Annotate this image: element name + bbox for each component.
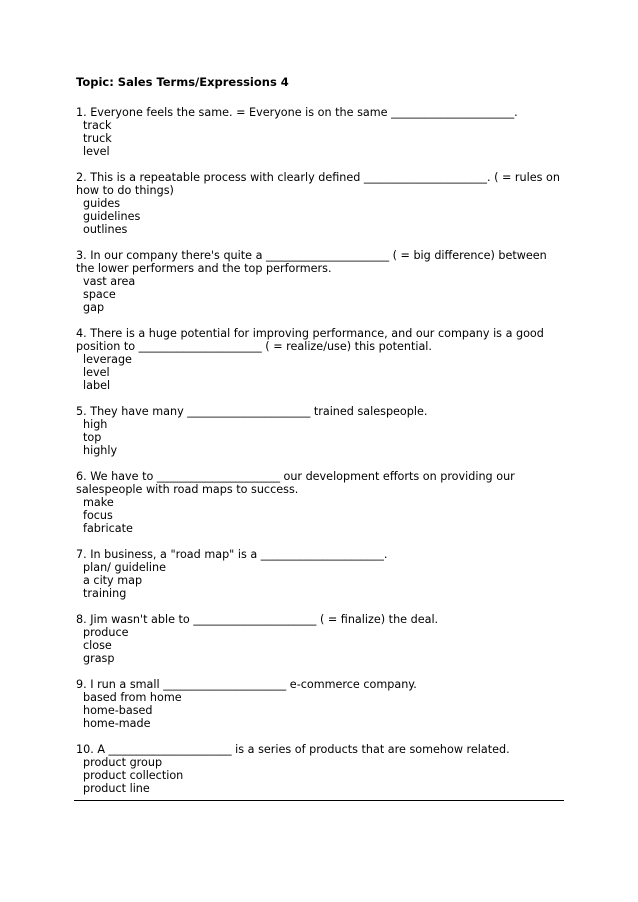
question-stem: 4. There is a huge potential for improving performance, and our company is a good position to ______________________ ( = realize/use) this potential. — [76, 327, 548, 353]
question-stem: 9. I run a small ______________________ e-commerce company. — [76, 678, 417, 691]
answer-option: product group — [83, 756, 163, 769]
answer-option: product collection — [83, 769, 184, 782]
question — [76, 678, 564, 730]
answer-option: product line — [83, 782, 150, 795]
answer-option: produce — [83, 626, 129, 639]
answer-option: highly — [83, 444, 118, 457]
answer-option: label — [83, 379, 111, 392]
answer-option: fabricate — [83, 522, 133, 535]
answer-option: track — [83, 119, 112, 132]
question — [76, 548, 564, 600]
option-list — [76, 275, 564, 314]
answer-option: high — [83, 418, 108, 431]
answer-option: focus — [83, 509, 113, 522]
answer-option: vast area — [83, 275, 136, 288]
answer-option: gap — [83, 301, 105, 314]
question-stem: 1. Everyone feels the same. = Everyone is on the same ______________________. — [76, 106, 518, 119]
answer-option: training — [83, 587, 127, 600]
answer-option: plan/ guideline — [83, 561, 166, 574]
answer-option: guidelines — [83, 210, 141, 223]
page-title: Topic: Sales Terms/Expressions 4 — [76, 75, 289, 89]
answer-option: make — [83, 496, 114, 509]
answer-option: top — [83, 431, 102, 444]
question — [76, 106, 564, 158]
answer-option: truck — [83, 132, 112, 145]
question-stem: 10. A ______________________ is a series of products that are somehow related. — [76, 743, 510, 756]
option-list — [76, 496, 564, 535]
question-stem: 6. We have to ______________________ our development efforts on providing our salespeople with road maps to success. — [76, 470, 519, 496]
question-stem: 7. In business, a "road map" is a ______________________. — [76, 548, 388, 561]
question-stem: 3. In our company there's quite a ______________________ ( = big difference) between the lower performers and the top performers. — [76, 249, 551, 275]
answer-option: a city map — [83, 574, 143, 587]
question — [76, 249, 564, 314]
answer-option: level — [83, 366, 110, 379]
answer-option: home-made — [83, 717, 151, 730]
option-list — [76, 691, 564, 730]
question-stem: 2. This is a repeatable process with clearly defined ______________________. ( = rules on how to do things) — [76, 171, 564, 197]
question-stem: 8. Jim wasn't able to ______________________ ( = finalize) the deal. — [76, 613, 439, 626]
bottom-divider — [74, 800, 564, 801]
question — [76, 405, 564, 457]
question — [76, 743, 564, 795]
answer-option: close — [83, 639, 112, 652]
answer-option: leverage — [83, 353, 132, 366]
option-list — [76, 626, 564, 665]
answer-option: based from home — [83, 691, 182, 704]
question-stem: 5. They have many ______________________ trained salespeople. — [76, 405, 428, 418]
question — [76, 327, 564, 392]
answer-option: level — [83, 145, 110, 158]
option-list — [76, 561, 564, 600]
question — [76, 613, 564, 665]
answer-option: outlines — [83, 223, 128, 236]
answer-option: guides — [83, 197, 121, 210]
answer-option: grasp — [83, 652, 115, 665]
option-list — [76, 418, 564, 457]
question-list — [76, 106, 564, 808]
option-list — [76, 353, 564, 392]
answer-option: home-based — [83, 704, 153, 717]
answer-option: space — [83, 288, 116, 301]
question — [76, 171, 564, 236]
option-list — [76, 197, 564, 236]
option-list — [76, 119, 564, 158]
question — [76, 470, 564, 535]
option-list — [76, 756, 564, 795]
